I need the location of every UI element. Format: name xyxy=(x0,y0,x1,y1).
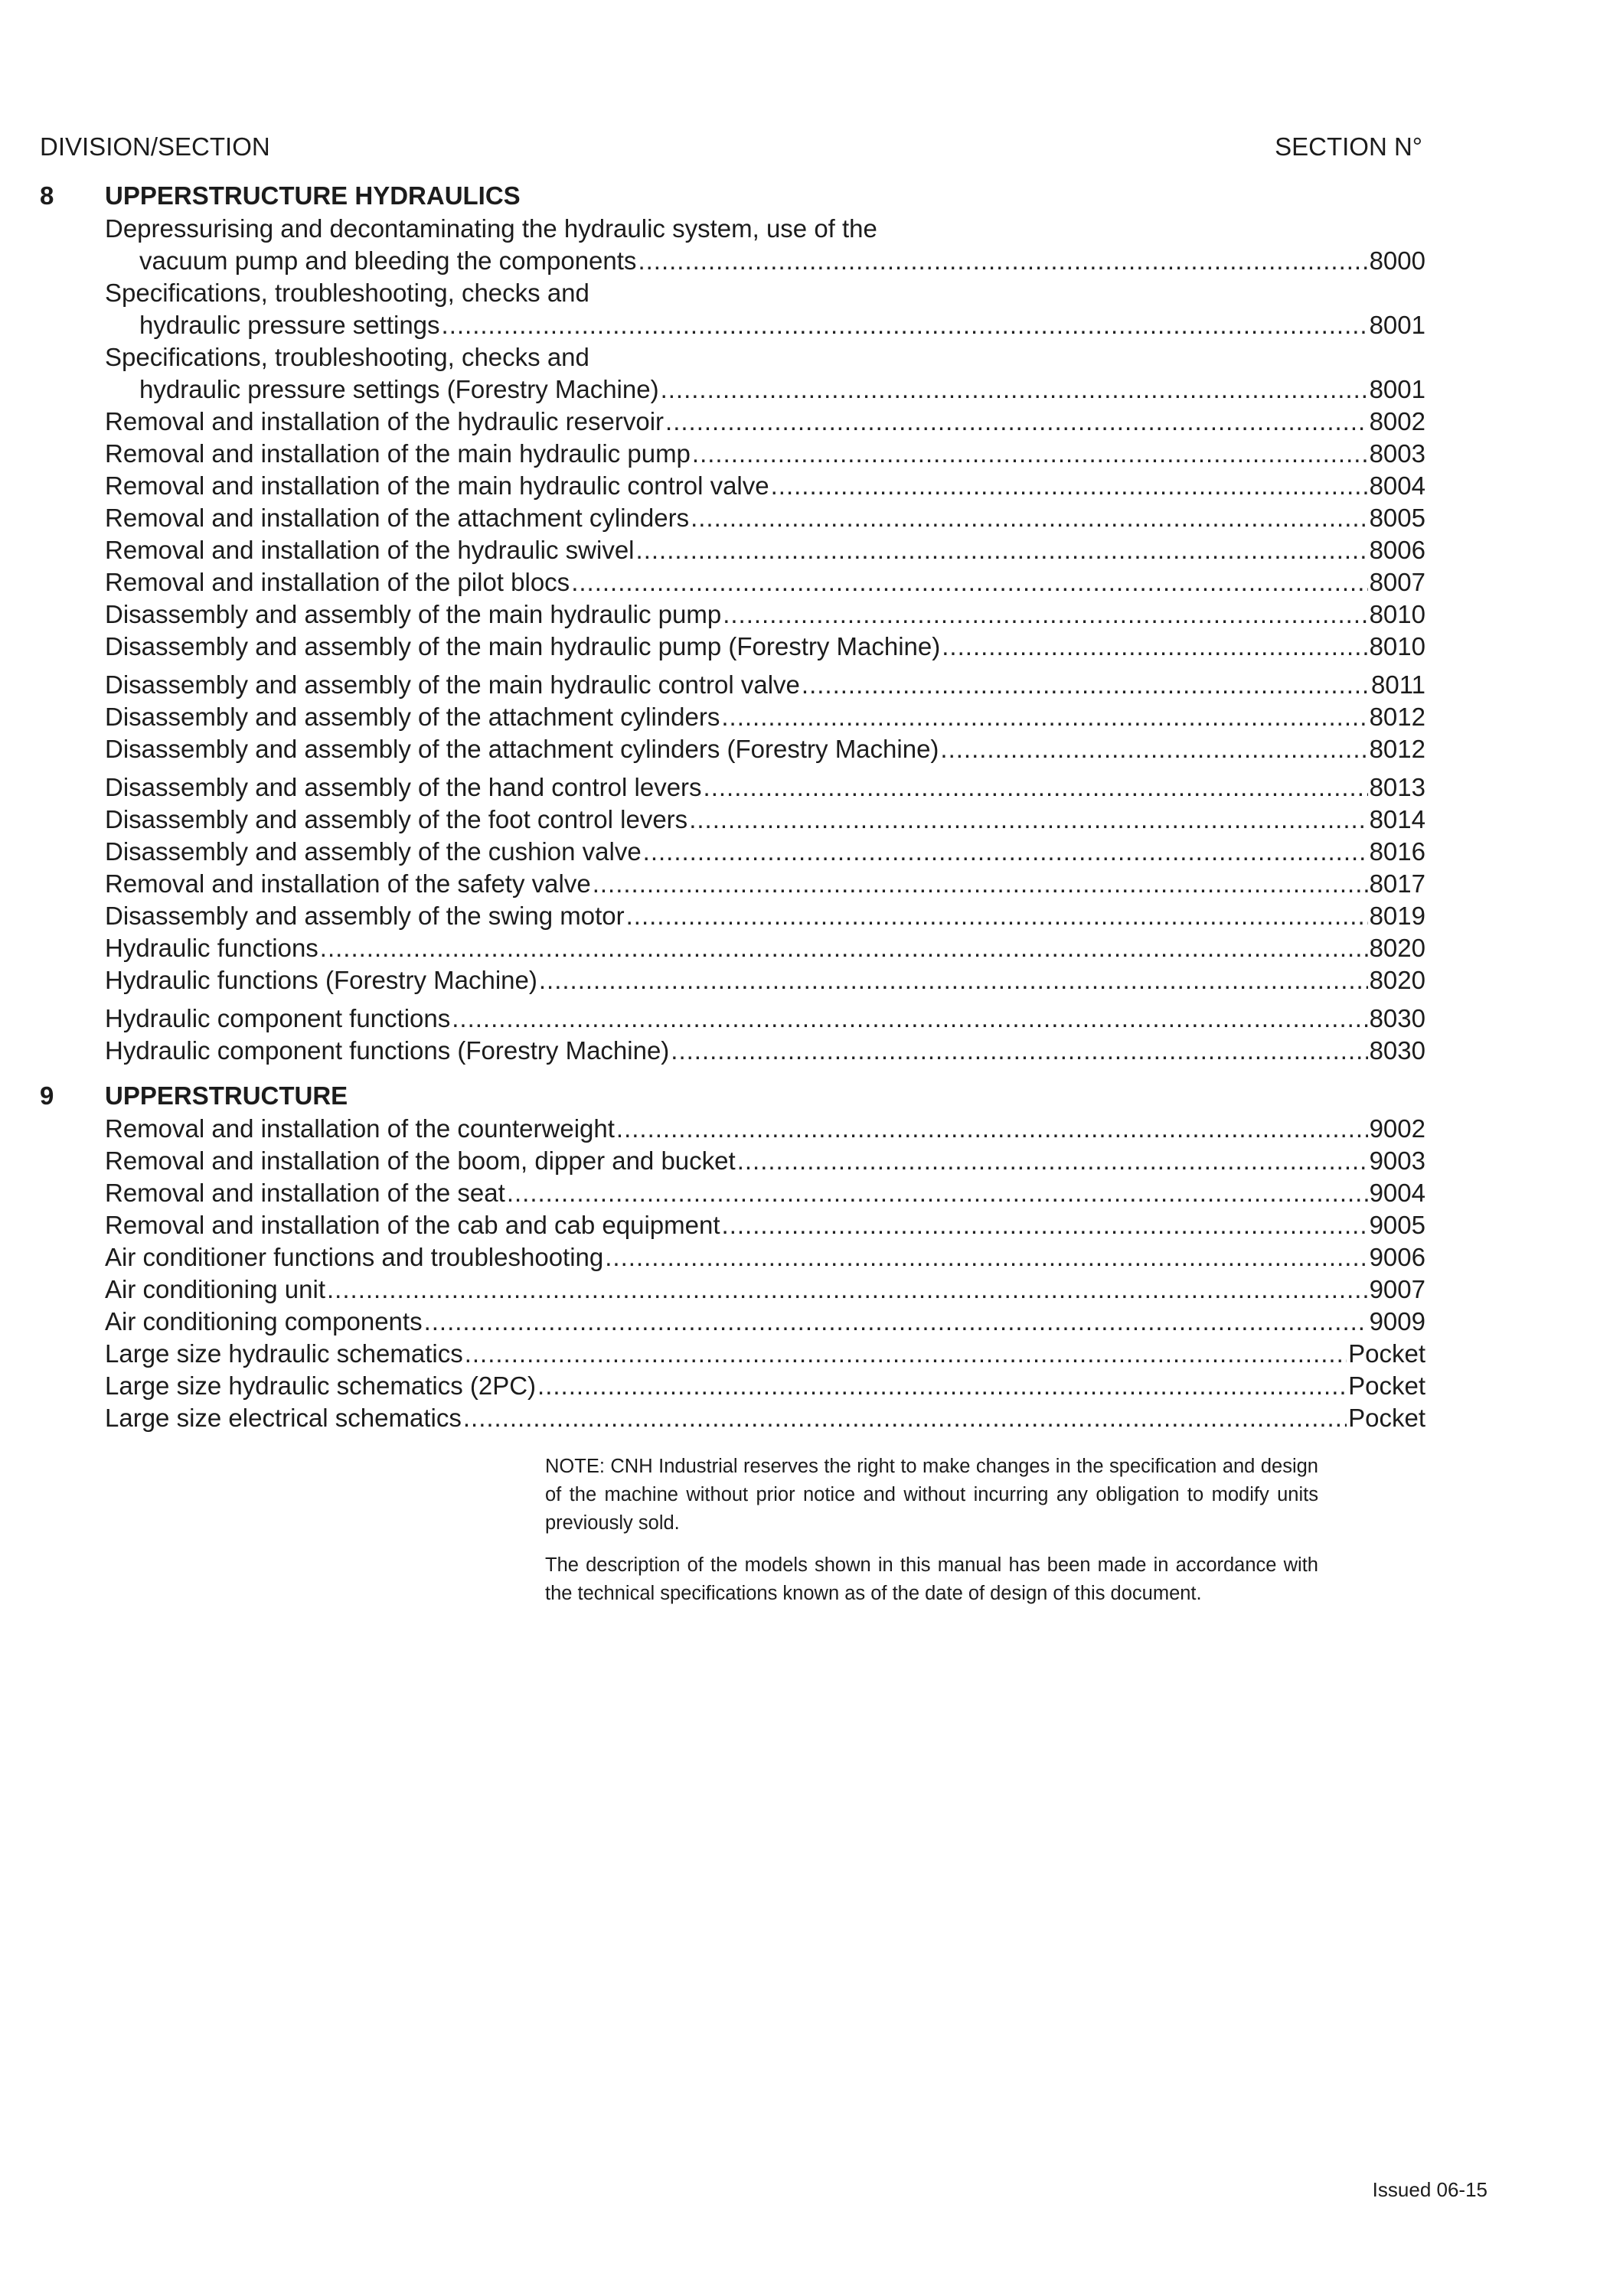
toc-section-number: 8016 xyxy=(1369,837,1425,866)
toc-entry-text: Disassembly and assembly of the main hydraulic control valve xyxy=(105,670,800,699)
dot-leader xyxy=(704,771,1368,804)
toc-section-number: 8002 xyxy=(1369,407,1425,435)
dot-leader xyxy=(802,669,1370,701)
toc-entry-text: Removal and installation of the attachment cylinders xyxy=(105,504,690,532)
dot-leader xyxy=(665,406,1368,438)
issue-date: Issued 06-15 xyxy=(1372,2178,1487,2201)
toc-entry xyxy=(105,631,1425,663)
dot-leader xyxy=(771,470,1368,502)
toc-entry xyxy=(105,1177,1425,1209)
toc-entry-text: Large size hydraulic schematics xyxy=(105,1339,463,1368)
disclaimer-note xyxy=(545,1453,1318,1622)
division-heading xyxy=(40,1079,1425,1113)
dot-leader xyxy=(722,1209,1368,1241)
toc-entry xyxy=(105,341,1425,406)
toc-entry xyxy=(105,1274,1425,1306)
toc-section-number: 8007 xyxy=(1369,568,1425,596)
dot-leader xyxy=(463,1402,1347,1434)
toc-section-number: 9007 xyxy=(1369,1275,1425,1303)
dot-leader xyxy=(593,868,1368,900)
dot-leader xyxy=(643,836,1368,868)
toc-entry xyxy=(105,1306,1425,1338)
toc-entry xyxy=(105,566,1425,598)
toc-entry-text: Removal and installation of the safety valve xyxy=(105,869,591,898)
toc-entry xyxy=(105,1209,1425,1241)
dot-leader xyxy=(442,309,1368,341)
toc-section-number: 9003 xyxy=(1369,1146,1425,1175)
toc-entry-text: Hydraulic component functions xyxy=(105,1004,451,1032)
division-9 xyxy=(40,1079,1425,1434)
toc-entry-text: Disassembly and assembly of the hand control levers xyxy=(105,773,702,801)
toc-entry xyxy=(105,701,1425,733)
toc-entry-text: Removal and installation of the hydraulic swivel xyxy=(105,536,635,564)
toc-entry xyxy=(105,502,1425,534)
dot-leader xyxy=(424,1306,1368,1338)
toc-section-number: 9002 xyxy=(1369,1114,1425,1143)
toc-entry-text: Removal and installation of the main hydraulic pump xyxy=(105,439,691,468)
toc-entry xyxy=(105,1241,1425,1274)
toc-section-number: 8012 xyxy=(1369,703,1425,731)
toc-section-number: 9006 xyxy=(1369,1243,1425,1271)
dot-leader xyxy=(452,1003,1367,1035)
toc-entry xyxy=(105,534,1425,566)
toc-entry xyxy=(105,1145,1425,1177)
toc-entry xyxy=(105,900,1425,932)
division-section-header: DIVISION/SECTION xyxy=(40,132,270,161)
toc-entry-text: Air conditioning components xyxy=(105,1307,423,1336)
toc-entry-text: Disassembly and assembly of the swing motor xyxy=(105,902,625,930)
toc-entry-text: Large size hydraulic schematics (2PC) xyxy=(105,1371,537,1400)
toc-entry-text: hydraulic pressure settings xyxy=(139,311,440,339)
dot-leader xyxy=(737,1145,1368,1177)
toc-entry-text: Removal and installation of the cab and cab equipment xyxy=(105,1211,720,1239)
toc-entry-first-line: Specifications, troubleshooting, checks and xyxy=(105,279,589,307)
dot-leader xyxy=(327,1274,1368,1306)
dot-leader xyxy=(507,1177,1368,1209)
dot-leader xyxy=(692,438,1368,470)
toc-entry-text: Disassembly and assembly of the attachment cylinders (Forestry Machine) xyxy=(105,735,939,763)
dot-leader xyxy=(465,1338,1347,1370)
dot-leader xyxy=(571,566,1367,598)
dot-leader xyxy=(661,373,1368,406)
toc-entry-text: Disassembly and assembly of the attachment cylinders xyxy=(105,703,720,731)
division-number: 9 xyxy=(40,1081,54,1110)
division-number: 8 xyxy=(40,181,54,210)
toc-section-number: 8010 xyxy=(1369,632,1425,660)
dot-leader xyxy=(537,1370,1347,1402)
toc-section-number: Pocket xyxy=(1348,1339,1425,1368)
division-title: UPPERSTRUCTURE HYDRAULICS xyxy=(105,181,521,210)
toc-section-number: 8014 xyxy=(1369,805,1425,833)
dot-leader xyxy=(689,804,1367,836)
dot-leader xyxy=(616,1113,1368,1145)
toc-section-number: 8030 xyxy=(1369,1036,1425,1065)
toc-entry xyxy=(105,406,1425,438)
toc-section-number: 8001 xyxy=(1369,375,1425,403)
toc-section-number: 8003 xyxy=(1369,439,1425,468)
dot-leader xyxy=(671,1035,1367,1067)
toc-entry-text: Removal and installation of the seat xyxy=(105,1179,505,1207)
dot-leader xyxy=(605,1241,1367,1274)
toc-entry-text: Removal and installation of the hydraulic reservoir xyxy=(105,407,665,435)
toc-entry-first-line: Specifications, troubleshooting, checks and xyxy=(105,343,589,371)
toc-entry xyxy=(105,771,1425,804)
dot-leader xyxy=(721,701,1367,733)
toc-entry-text: Air conditioner functions and troubleshooting xyxy=(105,1243,604,1271)
toc-section-number: Pocket xyxy=(1348,1404,1425,1432)
toc-entry xyxy=(105,438,1425,470)
toc-entry xyxy=(105,1338,1425,1370)
toc-entry xyxy=(105,932,1425,964)
toc-entry xyxy=(105,1370,1425,1402)
dot-leader xyxy=(942,631,1367,663)
toc-entry-text: Disassembly and assembly of the cushion valve xyxy=(105,837,642,866)
toc-entry xyxy=(105,836,1425,868)
dot-leader xyxy=(539,964,1368,996)
dot-leader xyxy=(691,502,1368,534)
toc-section-number: 8001 xyxy=(1369,311,1425,339)
toc-section-number: 9004 xyxy=(1369,1179,1425,1207)
toc-section-number: 8005 xyxy=(1369,504,1425,532)
toc-section-number: 9005 xyxy=(1369,1211,1425,1239)
toc-section-number: 8019 xyxy=(1369,902,1425,930)
dot-leader xyxy=(940,733,1367,765)
toc-entry xyxy=(105,1003,1425,1035)
toc-entry xyxy=(105,470,1425,502)
toc-entry-text: Hydraulic functions xyxy=(105,934,318,962)
toc-entry xyxy=(105,804,1425,836)
note-paragraph: NOTE: CNH Industrial reserves the right to make changes in the specification and design of the machine without prior notice and without incurring any obligation to modify units previously sold. xyxy=(545,1456,1318,1534)
dot-leader xyxy=(320,932,1368,964)
toc-entry-text: hydraulic pressure settings (Forestry Machine) xyxy=(139,375,659,403)
division-8 xyxy=(40,179,1425,1067)
dot-leader xyxy=(723,598,1367,631)
toc-entry-text: Air conditioning unit xyxy=(105,1275,326,1303)
toc-section-number: 8011 xyxy=(1371,670,1425,699)
toc-section-number: 8012 xyxy=(1369,735,1425,763)
division-heading xyxy=(40,179,1425,213)
toc-entry xyxy=(105,1035,1425,1067)
toc-entry-text: Large size electrical schematics xyxy=(105,1404,462,1432)
toc-entry xyxy=(105,213,1425,277)
toc-section-number: 8004 xyxy=(1369,471,1425,500)
toc-entry-text: Disassembly and assembly of the foot control levers xyxy=(105,805,688,833)
toc-section-number: 8030 xyxy=(1369,1004,1425,1032)
note-paragraph: The description of the models shown in this manual has been made in accordance with the technical specifications known as of the date of design of this document. xyxy=(545,1554,1318,1604)
toc-entry-text: Removal and installation of the counterweight xyxy=(105,1114,615,1143)
toc-entry-text: Hydraulic functions (Forestry Machine) xyxy=(105,966,537,994)
toc-section-number: 8000 xyxy=(1369,246,1425,275)
toc-entry xyxy=(105,1113,1425,1145)
toc-section-number: 9009 xyxy=(1369,1307,1425,1336)
toc-entry-text: Removal and installation of the pilot blocs xyxy=(105,568,570,596)
toc-entry-text: Hydraulic component functions (Forestry Machine) xyxy=(105,1036,670,1065)
section-number-header: SECTION N° xyxy=(1275,132,1422,161)
toc-entry xyxy=(105,277,1425,341)
toc-entry-text: vacuum pump and bleeding the components xyxy=(139,246,637,275)
toc-entry-first-line: Depressurising and decontaminating the hydraulic system, use of the xyxy=(105,214,877,243)
toc-entry xyxy=(105,669,1425,701)
toc-entry-text: Disassembly and assembly of the main hydraulic pump (Forestry Machine) xyxy=(105,632,941,660)
toc-entry xyxy=(105,733,1425,765)
toc-section-number: 8013 xyxy=(1369,773,1425,801)
toc-section-number: 8006 xyxy=(1369,536,1425,564)
toc-section-number: 8010 xyxy=(1369,600,1425,628)
toc-entry xyxy=(105,1402,1425,1434)
toc-section-number: 8020 xyxy=(1369,934,1425,962)
toc-entry xyxy=(105,964,1425,996)
dot-leader xyxy=(638,245,1367,277)
toc-entry-text: Removal and installation of the boom, dipper and bucket xyxy=(105,1146,736,1175)
toc-section-number: 8020 xyxy=(1369,966,1425,994)
toc-entry xyxy=(105,868,1425,900)
toc-section-number: 8017 xyxy=(1369,869,1425,898)
toc-section-number: Pocket xyxy=(1348,1371,1425,1400)
toc-entry-text: Removal and installation of the main hydraulic control valve xyxy=(105,471,769,500)
division-title: UPPERSTRUCTURE xyxy=(105,1081,348,1110)
toc-entry xyxy=(105,598,1425,631)
toc-entry-text: Disassembly and assembly of the main hydraulic pump xyxy=(105,600,722,628)
dot-leader xyxy=(626,900,1368,932)
dot-leader xyxy=(636,534,1368,566)
